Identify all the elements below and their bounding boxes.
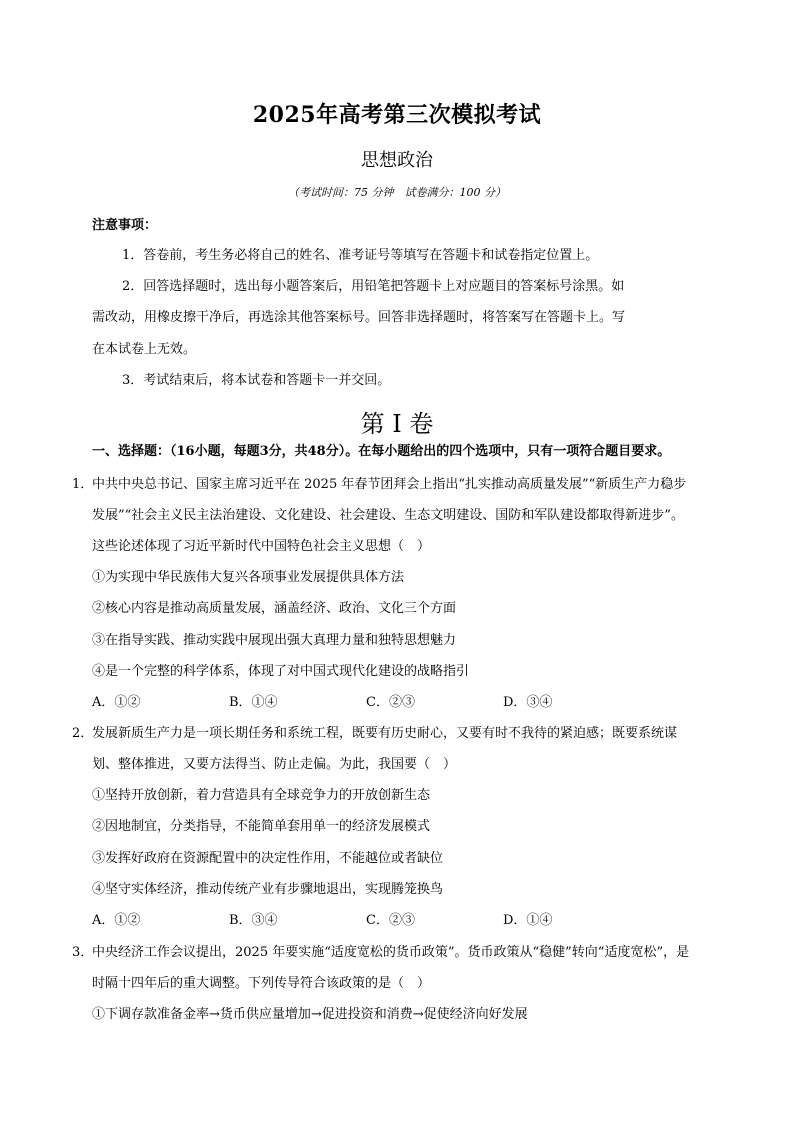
question-1-item: ③在指导实践、推动实践中展现出强大真理力量和独特思想魅力 (92, 633, 457, 648)
option-a[interactable]: A．①② (92, 695, 141, 710)
question-1-options (92, 694, 640, 712)
question-2-item: ③发挥好政府在资源配置中的决定性作用，不能越位或者缺位 (92, 851, 444, 866)
notice-item-2-cont: 需改动，用橡皮擦干净后，再选涂其他答案标号。回答非选择题时，将答案写在答题卡上。写 (92, 310, 626, 325)
question-3-stem-line: 中央经济工作会议提出，2025 年要实施“适度宽松的货币政策”。货币政策从“稳健”转向“适度宽松”，是 (92, 945, 690, 960)
notice-heading: 注意事项： (92, 218, 158, 233)
option-d[interactable]: D．①④ (503, 913, 553, 928)
section-instruction (92, 443, 670, 461)
question-1-stem-line: 中共中央总书记、国家主席习近平在 2025 年春节团拜会上指出“扎实推动高质量发展”“新质生产力稳步 (92, 477, 687, 492)
option-d[interactable]: D．③④ (503, 695, 553, 710)
notice-item-2: 2．回答选择题时，选出每小题答案后，用铅笔把答题卡上对应题目的答案标号涂黑。如 (122, 279, 625, 294)
option-b[interactable]: B．③④ (229, 913, 278, 928)
option-c[interactable]: C．②③ (366, 913, 415, 928)
question-3-number: 3． (72, 945, 94, 960)
question-1-stem-line: 这些论述体现了习近平新时代中国特色社会主义思想（ ） (92, 539, 431, 554)
question-1-item: ②核心内容是推动高质量发展，涵盖经济、政治、文化三个方面 (92, 601, 457, 616)
exam-info: （考试时间：75 分钟 试卷满分：100 分） (288, 186, 506, 199)
question-2-stem-line: 划、整体推进，又要方法得当、防止走偏。为此，我国要（ ） (92, 757, 457, 772)
question-2-item: ②因地制宜，分类指导，不能简单套用单一的经济发展模式 (92, 819, 431, 834)
instruction-prefix: 一、选择题：（16小题，每题3分，共48分）。在每小题给出的 (92, 444, 450, 459)
notice-item-1: 1．答卷前，考生务必将自己的姓名、准考证号等填写在答题卡和试卷指定位置上。 (122, 248, 599, 263)
option-b[interactable]: B．①④ (229, 695, 278, 710)
question-2-options (92, 912, 640, 930)
question-3-stem-line: 时隔十四年后的重大调整。下列传导符合该政策的是（ ） (92, 976, 431, 991)
question-3-item: ①下调存款准备金率→货币供应量增加→促进投资和消费→促使经济向好发展 (92, 1007, 528, 1022)
instruction-suffix: ，只有一项符合题目要求。 (514, 444, 671, 459)
notice-item-3: 3．考试结束后，将本试卷和答题卡一并交回。 (122, 373, 391, 388)
section-title: 第 I 卷 (360, 410, 434, 438)
question-1-stem-line: 发展”“社会主义民主法治建设、文化建设、社会建设、生态文明建设、国防和军队建设都取得新进步”。 (92, 508, 684, 523)
question-2-item: ④坚守实体经济，推动传统产业有步骤地退出，实现腾笼换鸟 (92, 882, 444, 897)
notice-item-2-end: 在本试卷上无效。 (92, 342, 197, 357)
question-1-item: ①为实现中华民族伟大复兴各项事业发展提供具体方法 (92, 570, 405, 585)
question-1-item: ④是一个完整的科学体系，体现了对中国式现代化建设的战略指引 (92, 664, 470, 679)
question-2-stem-line: 发展新质生产力是一项长期任务和系统工程，既要有历史耐心，又要有时不我待的紧迫感；既要系统谋 (92, 726, 678, 741)
exam-title: 2025年高考第三次模拟考试 (252, 102, 542, 128)
question-2-number: 2． (72, 726, 94, 741)
option-c[interactable]: C．②③ (366, 695, 415, 710)
option-a[interactable]: A．①② (92, 913, 141, 928)
question-2-item: ①坚持开放创新，着力营造具有全球竞争力的开放创新生态 (92, 788, 431, 803)
instruction-emphasis: 四个选项中 (449, 444, 515, 459)
subject-title: 思想政治 (361, 150, 433, 171)
question-1-number: 1． (72, 477, 94, 492)
